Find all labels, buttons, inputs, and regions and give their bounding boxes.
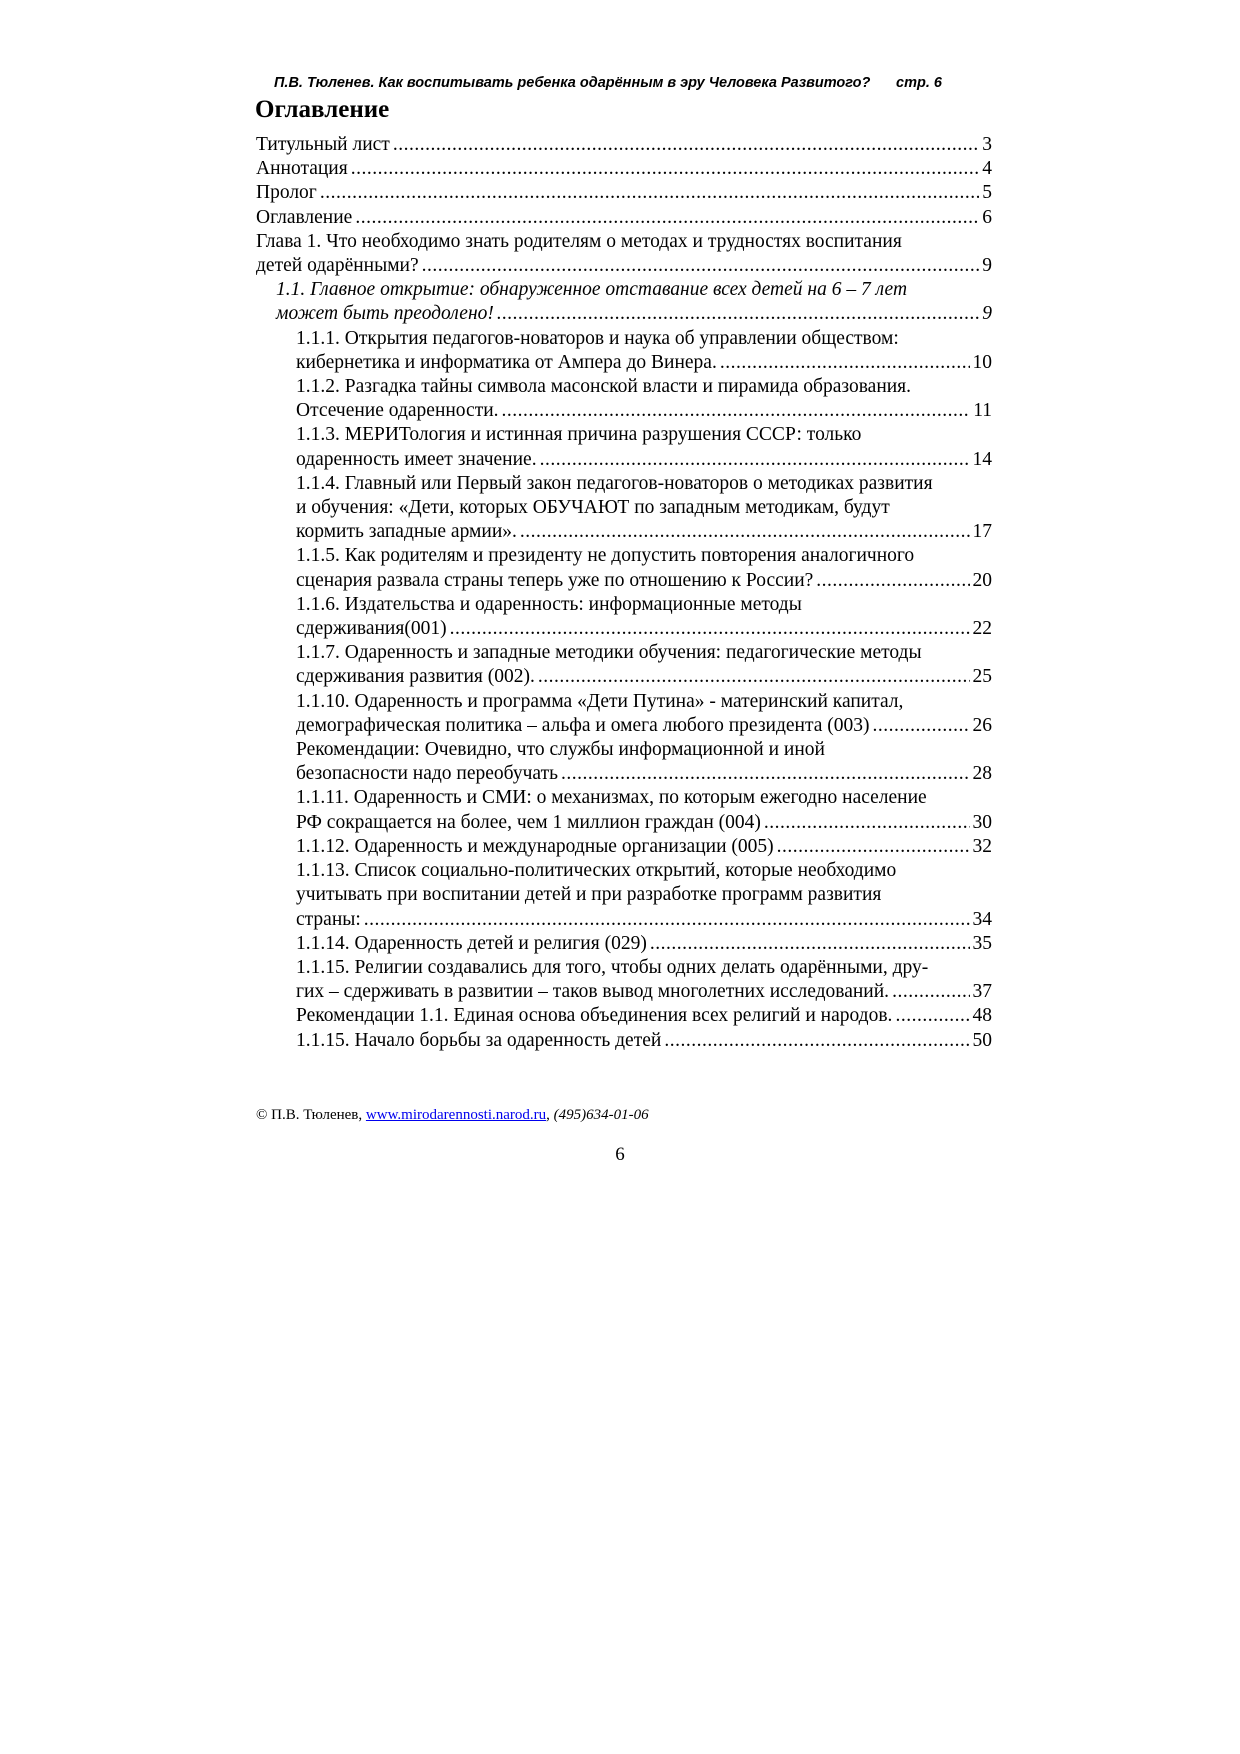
dot-leader <box>502 399 971 423</box>
toc-entry-text: кормить западные армии». <box>296 521 517 543</box>
toc-page-number: 48 <box>972 1005 992 1027</box>
toc-entry-text: одаренность имеет значение. <box>296 448 537 470</box>
toc-entry-text: Аннотация <box>256 158 348 180</box>
toc-entry-text: сценария развала страны теперь уже по отношению к России? <box>296 569 814 591</box>
dot-leader <box>520 520 970 544</box>
toc-entry-text: 1.1.15. Начало борьбы за одаренность детей <box>296 1029 662 1051</box>
dot-leader <box>895 1004 969 1028</box>
toc-entry[interactable] <box>256 230 992 278</box>
toc-page-number: 3 <box>982 134 992 155</box>
toc-entry-text: Пролог <box>256 182 317 204</box>
toc-entry[interactable] <box>296 738 992 786</box>
dot-leader <box>777 835 970 859</box>
toc-entry[interactable] <box>256 133 992 157</box>
toc-entry[interactable] <box>296 859 992 932</box>
dot-leader <box>355 206 979 230</box>
toc-entry-text: сдерживания развития (002). <box>296 666 535 688</box>
toc-entry-text: 1.1.6. Издательства и одаренность: информационные методы <box>296 593 802 615</box>
toc-entry-text: 1.1.10. Одаренность и программа «Дети Путина» - материнский капитал, <box>296 690 904 712</box>
toc-entry-text: Титульный лист <box>256 134 390 155</box>
toc-page-number: 35 <box>972 932 992 954</box>
footer-website-link[interactable]: www.mirodarennosti.narod.ru <box>365 1107 547 1123</box>
dot-leader <box>873 714 970 738</box>
dot-leader <box>561 762 970 786</box>
toc-page-number: 20 <box>972 569 992 591</box>
toc-page-number: 10 <box>972 351 992 373</box>
dot-leader <box>664 1029 969 1053</box>
toc-page-number: 37 <box>972 981 992 1003</box>
toc-entry-text: страны: <box>296 908 361 930</box>
toc-entry-text: демографическая политика – альфа и омега любого президента (003) <box>296 714 870 736</box>
toc-entry-text: и обучения: «Дети, которых ОБУЧАЮТ по западным методикам, будут <box>296 497 890 519</box>
toc-entry[interactable] <box>256 181 992 205</box>
toc-entry-text: учитывать при воспитании детей и при разработке программ развития <box>296 884 882 906</box>
toc-entry[interactable] <box>296 641 992 689</box>
toc-entry[interactable] <box>296 1029 992 1053</box>
toc-entry[interactable] <box>296 472 992 545</box>
toc-entry[interactable] <box>296 956 992 1004</box>
toc-entry-text: 1.1.13. Список социально-политических открытий, которые необходимо <box>296 860 897 882</box>
footer-phone: (495)634-01-06 <box>553 1107 649 1123</box>
dot-leader <box>720 351 970 375</box>
dot-leader <box>422 254 980 278</box>
toc-entry[interactable] <box>296 593 992 641</box>
toc-entry-text: Глава 1. Что необходимо знать родителям о методах и трудностях воспитания <box>256 230 902 252</box>
toc-page-number: 6 <box>982 206 992 228</box>
toc-entry-text: безопасности надо переобучать <box>296 763 558 785</box>
toc-entry-text: 1.1.12. Одаренность и международные организации (005) <box>296 835 774 857</box>
dot-leader <box>497 302 979 326</box>
toc-page-number: 9 <box>982 255 992 277</box>
dot-leader <box>320 181 979 205</box>
toc-page-number: 50 <box>972 1029 992 1051</box>
toc-entry-text: детей одарёнными? <box>256 255 419 277</box>
toc-page-number: 11 <box>973 400 992 422</box>
dot-leader <box>351 157 980 181</box>
toc-entry-text: Рекомендации: Очевидно, что службы информационной и иной <box>296 739 825 761</box>
dot-leader <box>540 448 970 472</box>
toc-page-number: 22 <box>972 618 992 640</box>
toc-entry-text: гих – сдерживать в развитии – таков вывод многолетних исследований. <box>296 981 890 1003</box>
toc-page-number: 25 <box>972 666 992 688</box>
running-title: П.В. Тюленев. Как воспитывать ребенка одарённым в эру Человека Развитого? <box>274 75 871 91</box>
toc-entry-text: Оглавление <box>256 206 353 228</box>
toc-entry-text: может быть преодолено! <box>276 303 494 325</box>
dot-leader <box>764 811 970 835</box>
toc-entry-text: Рекомендации 1.1. Единая основа объединения всех религий и народов. <box>296 1005 893 1027</box>
toc-page-number: 26 <box>972 714 992 736</box>
dot-leader <box>393 133 979 157</box>
toc-entry-text: 1.1.2. Разгадка тайны символа масонской власти и пирамида образования. <box>296 376 912 398</box>
dot-leader <box>450 617 970 641</box>
toc-page-number: 32 <box>972 835 992 857</box>
toc-entry[interactable] <box>296 544 992 592</box>
toc-entry[interactable] <box>296 786 992 834</box>
footer-copyright: © П.В. Тюленев, <box>256 1107 363 1123</box>
toc-entry-text: 1.1.4. Главный или Первый закон педагогов-новаторов о методиках развития <box>296 472 933 494</box>
toc-entry-text: 1.1.1. Открытия педагогов-новаторов и наука об управлении обществом: <box>296 327 899 349</box>
toc-entry[interactable] <box>296 375 992 423</box>
dot-leader <box>364 908 970 932</box>
dot-leader <box>816 569 969 593</box>
toc-entry[interactable] <box>296 327 992 375</box>
toc-page-number: 17 <box>972 521 992 543</box>
toc-entry[interactable] <box>256 157 992 181</box>
toc-page-number: 5 <box>982 182 992 204</box>
toc-entry-text: Отсечение одаренности. <box>296 400 499 422</box>
toc-entry-text: сдерживания(001) <box>296 618 447 640</box>
dot-leader <box>892 980 969 1004</box>
toc-page-number: 28 <box>972 763 992 785</box>
dot-leader <box>650 932 970 956</box>
header-page-label: стр. 6 <box>896 75 942 91</box>
toc-page-number: 34 <box>972 908 992 930</box>
toc-heading: Оглавление <box>255 96 390 123</box>
toc-page-number: 14 <box>972 448 992 470</box>
toc-entry-text: 1.1.11. Одаренность и СМИ: о механизмах, по которым ежегодно население <box>296 787 927 809</box>
toc-entry[interactable] <box>296 690 992 738</box>
toc-entry-text: 1.1.5. Как родителям и президенту не допустить повторения аналогичного <box>296 545 915 567</box>
toc-entry[interactable] <box>296 932 992 956</box>
dot-leader <box>538 665 970 689</box>
toc-entry[interactable] <box>256 206 992 230</box>
toc-entry-text: кибернетика и информатика от Ампера до Винера. <box>296 351 717 373</box>
toc-entry-text: 1.1.7. Одаренность и западные методики обучения: педагогические методы <box>296 642 922 664</box>
toc-entry-text: РФ сокращается на более, чем 1 миллион граждан (004) <box>296 811 761 833</box>
table-of-contents <box>256 133 992 1053</box>
toc-entry[interactable] <box>296 1004 992 1028</box>
running-header <box>274 75 954 91</box>
toc-page-number: 30 <box>972 811 992 833</box>
toc-entry[interactable] <box>276 278 992 326</box>
toc-entry[interactable] <box>296 835 992 859</box>
toc-entry-text: 1.1.14. Одаренность детей и религия (029) <box>296 932 647 954</box>
page-number: 6 <box>615 1144 625 1165</box>
toc-entry-text: 1.1.15. Религии создавались для того, чтобы одних делать одарёнными, дру- <box>296 956 929 978</box>
toc-entry[interactable] <box>296 423 992 471</box>
toc-entry-text: 1.1.3. МЕРИТология и истинная причина разрушения СССР: только <box>296 424 862 446</box>
toc-page-number: 9 <box>982 303 992 325</box>
toc-page-number: 4 <box>982 158 992 180</box>
toc-entry-text: 1.1. Главное открытие: обнаруженное отставание всех детей на 6 – 7 лет <box>276 279 908 301</box>
footer: © П.В. Тюленев, www.mirodarennosti.narod.ru, (495)634-01-06 <box>256 1107 649 1123</box>
